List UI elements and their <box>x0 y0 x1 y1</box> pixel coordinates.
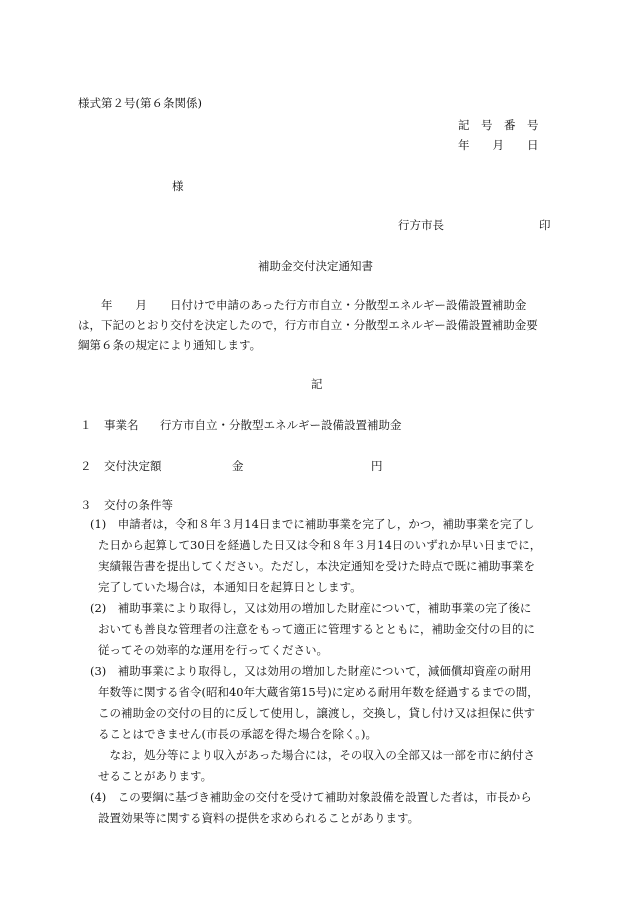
item-number: ３ <box>80 498 92 512</box>
condition-line: た日から起算して30日を経過した日又は令和８年３月14日のいずれか早い日までに， <box>98 538 542 552</box>
condition-line: 年数等に関する省令(昭和40年大蔵省第15号)に定める耐用年数を経過するまでの間， <box>98 685 539 699</box>
form-label: 様式第２号(第６条関係) <box>78 96 202 110</box>
intro-paragraph <box>78 295 552 355</box>
condition-item <box>78 787 552 829</box>
item-number: ２ <box>80 459 92 473</box>
intro-line: は，下記のとおり交付を決定したので，行方市自立・分散型エネルギー設備設置補助金要 <box>78 318 538 332</box>
condition-line: おいても善良な管理者の注意をもって適正に管理するとともに，補助金交付の目的に <box>98 622 535 636</box>
amount-prefix: 金 <box>232 459 244 473</box>
record-number-label: 記 号 番 号 <box>458 118 539 132</box>
condition-line: (3) 補助事業により取得し，又は効用の増加した財産について，減価償却資産の耐用 <box>90 664 532 678</box>
condition-line: ることはできません(市長の承認を得た場合を除く。)。 <box>98 727 377 741</box>
condition-line: この補助金の交付の目的に反して使用し，譲渡し，交換し，貸し付け又は担保に供す <box>98 706 535 720</box>
condition-line: 従ってその効率的な運用を行ってください。 <box>98 643 328 657</box>
intro-line: 綱第６条の規定により通知します。 <box>78 338 262 352</box>
intro-line: 年 月 日付けで申請のあった行方市自立・分散型エネルギー設備設置補助金 <box>78 298 527 312</box>
condition-line: (4) この要綱に基づき補助金の交付を受けて補助対象設備を設置した者は，市長から <box>90 790 532 804</box>
condition-line: 実績報告書を提出してください。ただし，本決定通知を受けた時点で既に補助事業を <box>98 559 535 573</box>
condition-line: (2) 補助事業により取得し，又は効用の増加した財産について，補助事業の完了後に <box>90 601 532 615</box>
addressee-sama: 様 <box>172 179 184 193</box>
item-label-conditions: 交付の条件等 <box>104 498 173 512</box>
seal-mark: 印 <box>539 218 551 232</box>
item-value-business-name: 行方市自立・分散型エネルギー設備設置補助金 <box>160 418 402 432</box>
condition-line: せることがあります。 <box>98 769 213 783</box>
condition-line: (1) 申請者は，令和８年３月14日までに補助事業を完了し，かつ，補助事業を完了し <box>90 517 535 531</box>
item-label-business-name: 事業名 <box>104 418 139 432</box>
condition-line: なお，処分等により収入があった場合には，その収入の全部又は一部を市に納付さ <box>98 748 535 762</box>
condition-item <box>78 514 552 598</box>
condition-item <box>78 661 552 787</box>
page-title: 補助金交付決定通知書 <box>258 259 373 273</box>
condition-line: 完了していた場合は，本通知日を起算日とします。 <box>98 580 362 594</box>
issuer-mayor: 行方市長 <box>398 218 444 232</box>
date-fields: 年 月 日 <box>458 138 539 152</box>
condition-line: 設置効果等に関する資料の提供を求められることがあります。 <box>98 811 420 825</box>
item-number: １ <box>80 418 92 432</box>
conditions-list <box>78 514 552 829</box>
amount-suffix: 円 <box>371 459 383 473</box>
condition-item <box>78 598 552 661</box>
ki-heading: 記 <box>311 377 323 391</box>
item-label-grant-amount: 交付決定額 <box>104 459 162 473</box>
